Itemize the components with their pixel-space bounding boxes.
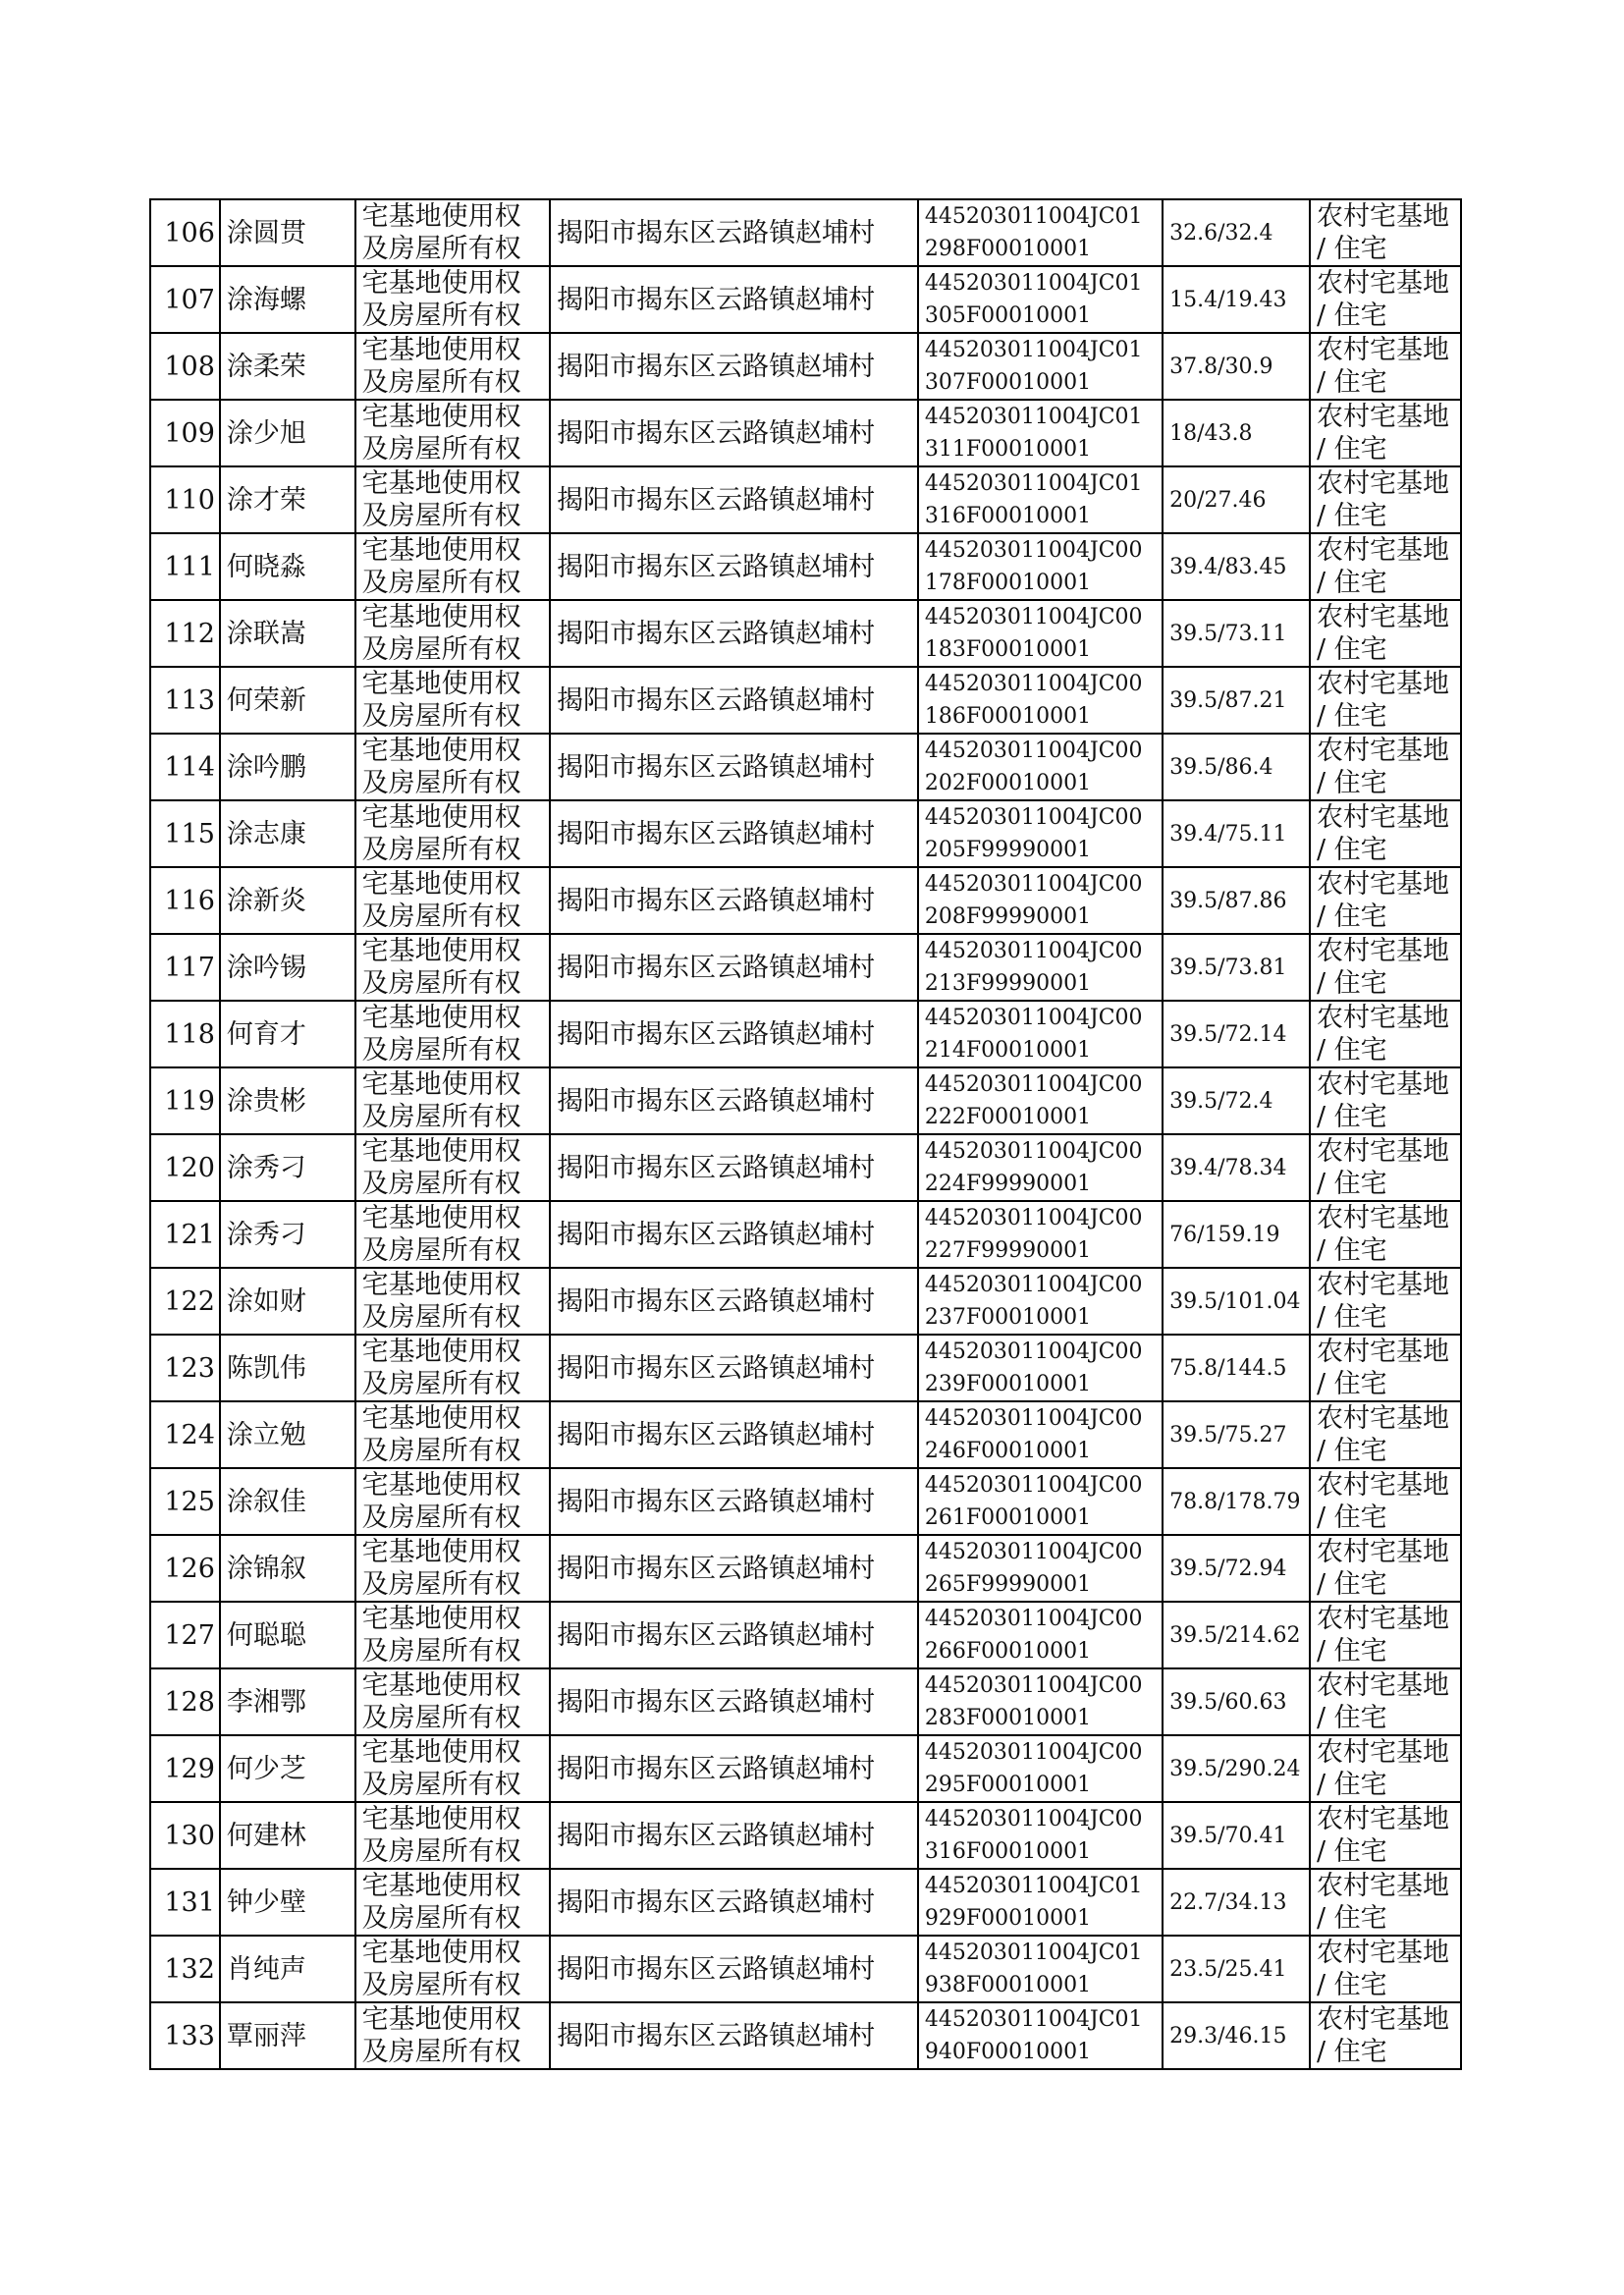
unit-code: 445203011004JC01316F00010001 xyxy=(918,466,1163,533)
table-row xyxy=(150,867,1461,934)
area: 75.8/144.5 xyxy=(1163,1335,1310,1401)
owner-name: 钟少壁 xyxy=(220,1869,355,1936)
table-row xyxy=(150,266,1461,333)
unit-code: 445203011004JC00205F99990001 xyxy=(918,800,1163,867)
area: 39.5/70.41 xyxy=(1163,1802,1310,1869)
land-use: 农村宅基地 / 住宅 xyxy=(1310,266,1461,333)
right-type: 宅基地使用权及房屋所有权 xyxy=(355,533,551,600)
area: 39.5/60.63 xyxy=(1163,1668,1310,1735)
unit-code: 445203011004JC00295F00010001 xyxy=(918,1735,1163,1802)
row-number: 118 xyxy=(150,1001,220,1067)
area: 15.4/19.43 xyxy=(1163,266,1310,333)
row-number: 117 xyxy=(150,934,220,1001)
location: 揭阳市揭东区云路镇赵埔村 xyxy=(550,400,918,466)
area: 39.5/72.4 xyxy=(1163,1067,1310,1134)
right-type: 宅基地使用权及房屋所有权 xyxy=(355,1067,551,1134)
area: 39.5/73.81 xyxy=(1163,934,1310,1001)
right-type: 宅基地使用权及房屋所有权 xyxy=(355,400,551,466)
area: 39.5/87.86 xyxy=(1163,867,1310,934)
location: 揭阳市揭东区云路镇赵埔村 xyxy=(550,266,918,333)
location: 揭阳市揭东区云路镇赵埔村 xyxy=(550,1936,918,2002)
land-use: 农村宅基地 / 住宅 xyxy=(1310,867,1461,934)
location: 揭阳市揭东区云路镇赵埔村 xyxy=(550,1735,918,1802)
area: 29.3/46.15 xyxy=(1163,2002,1310,2069)
row-number: 129 xyxy=(150,1735,220,1802)
table-row xyxy=(150,734,1461,800)
right-type: 宅基地使用权及房屋所有权 xyxy=(355,1468,551,1535)
area: 39.4/75.11 xyxy=(1163,800,1310,867)
owner-name: 涂秀刁 xyxy=(220,1134,355,1201)
right-type: 宅基地使用权及房屋所有权 xyxy=(355,1802,551,1869)
land-use: 农村宅基地 / 住宅 xyxy=(1310,1067,1461,1134)
location: 揭阳市揭东区云路镇赵埔村 xyxy=(550,1268,918,1335)
row-number: 108 xyxy=(150,333,220,400)
right-type: 宅基地使用权及房屋所有权 xyxy=(355,1268,551,1335)
unit-code: 445203011004JC01311F00010001 xyxy=(918,400,1163,466)
location: 揭阳市揭东区云路镇赵埔村 xyxy=(550,1802,918,1869)
land-use: 农村宅基地 / 住宅 xyxy=(1310,1535,1461,1602)
right-type: 宅基地使用权及房屋所有权 xyxy=(355,199,551,266)
row-number: 106 xyxy=(150,199,220,266)
row-number: 123 xyxy=(150,1335,220,1401)
table-row xyxy=(150,1201,1461,1268)
location: 揭阳市揭东区云路镇赵埔村 xyxy=(550,667,918,734)
registry-table-body xyxy=(150,199,1461,2069)
land-use: 农村宅基地 / 住宅 xyxy=(1310,333,1461,400)
owner-name: 何荣新 xyxy=(220,667,355,734)
area: 20/27.46 xyxy=(1163,466,1310,533)
location: 揭阳市揭东区云路镇赵埔村 xyxy=(550,333,918,400)
right-type: 宅基地使用权及房屋所有权 xyxy=(355,1602,551,1668)
location: 揭阳市揭东区云路镇赵埔村 xyxy=(550,1668,918,1735)
unit-code: 445203011004JC00213F99990001 xyxy=(918,934,1163,1001)
owner-name: 涂新炎 xyxy=(220,867,355,934)
owner-name: 涂少旭 xyxy=(220,400,355,466)
unit-code: 445203011004JC00265F99990001 xyxy=(918,1535,1163,1602)
right-type: 宅基地使用权及房屋所有权 xyxy=(355,1201,551,1268)
row-number: 122 xyxy=(150,1268,220,1335)
unit-code: 445203011004JC00224F99990001 xyxy=(918,1134,1163,1201)
table-row xyxy=(150,1735,1461,1802)
unit-code: 445203011004JC00261F00010001 xyxy=(918,1468,1163,1535)
location: 揭阳市揭东区云路镇赵埔村 xyxy=(550,1335,918,1401)
area: 22.7/34.13 xyxy=(1163,1869,1310,1936)
right-type: 宅基地使用权及房屋所有权 xyxy=(355,934,551,1001)
table-row xyxy=(150,1802,1461,1869)
row-number: 119 xyxy=(150,1067,220,1134)
row-number: 116 xyxy=(150,867,220,934)
owner-name: 肖纯声 xyxy=(220,1936,355,2002)
location: 揭阳市揭东区云路镇赵埔村 xyxy=(550,867,918,934)
land-use: 农村宅基地 / 住宅 xyxy=(1310,199,1461,266)
row-number: 107 xyxy=(150,266,220,333)
unit-code: 445203011004JC00214F00010001 xyxy=(918,1001,1163,1067)
right-type: 宅基地使用权及房屋所有权 xyxy=(355,867,551,934)
table-row xyxy=(150,1668,1461,1735)
table-row xyxy=(150,800,1461,867)
owner-name: 涂叙佳 xyxy=(220,1468,355,1535)
owner-name: 涂圆贯 xyxy=(220,199,355,266)
area: 39.5/72.94 xyxy=(1163,1535,1310,1602)
location: 揭阳市揭东区云路镇赵埔村 xyxy=(550,1001,918,1067)
table-row xyxy=(150,667,1461,734)
land-use: 农村宅基地 / 住宅 xyxy=(1310,1335,1461,1401)
table-row xyxy=(150,400,1461,466)
land-use: 农村宅基地 / 住宅 xyxy=(1310,1201,1461,1268)
unit-code: 445203011004JC00239F00010001 xyxy=(918,1335,1163,1401)
area: 39.5/214.62 xyxy=(1163,1602,1310,1668)
table-row xyxy=(150,600,1461,667)
right-type: 宅基地使用权及房屋所有权 xyxy=(355,266,551,333)
area: 39.5/87.21 xyxy=(1163,667,1310,734)
table-row xyxy=(150,2002,1461,2069)
row-number: 114 xyxy=(150,734,220,800)
row-number: 124 xyxy=(150,1401,220,1468)
row-number: 125 xyxy=(150,1468,220,1535)
row-number: 112 xyxy=(150,600,220,667)
table-row xyxy=(150,1001,1461,1067)
owner-name: 何聪聪 xyxy=(220,1602,355,1668)
land-use: 农村宅基地 / 住宅 xyxy=(1310,600,1461,667)
table-row xyxy=(150,533,1461,600)
row-number: 127 xyxy=(150,1602,220,1668)
owner-name: 涂如财 xyxy=(220,1268,355,1335)
area: 78.8/178.79 xyxy=(1163,1468,1310,1535)
right-type: 宅基地使用权及房屋所有权 xyxy=(355,1735,551,1802)
location: 揭阳市揭东区云路镇赵埔村 xyxy=(550,800,918,867)
owner-name: 陈凯伟 xyxy=(220,1335,355,1401)
row-number: 131 xyxy=(150,1869,220,1936)
owner-name: 何晓淼 xyxy=(220,533,355,600)
location: 揭阳市揭东区云路镇赵埔村 xyxy=(550,1869,918,1936)
unit-code: 445203011004JC00283F00010001 xyxy=(918,1668,1163,1735)
area: 37.8/30.9 xyxy=(1163,333,1310,400)
owner-name: 何少芝 xyxy=(220,1735,355,1802)
owner-name: 涂锦叙 xyxy=(220,1535,355,1602)
land-use: 农村宅基地 / 住宅 xyxy=(1310,1602,1461,1668)
land-use: 农村宅基地 / 住宅 xyxy=(1310,1936,1461,2002)
owner-name: 涂柔荣 xyxy=(220,333,355,400)
row-number: 132 xyxy=(150,1936,220,2002)
unit-code: 445203011004JC00237F00010001 xyxy=(918,1268,1163,1335)
row-number: 110 xyxy=(150,466,220,533)
land-use: 农村宅基地 / 住宅 xyxy=(1310,400,1461,466)
location: 揭阳市揭东区云路镇赵埔村 xyxy=(550,1535,918,1602)
table-row xyxy=(150,1268,1461,1335)
right-type: 宅基地使用权及房屋所有权 xyxy=(355,1001,551,1067)
area: 39.5/101.04 xyxy=(1163,1268,1310,1335)
table-row xyxy=(150,1936,1461,2002)
owner-name: 涂吟锡 xyxy=(220,934,355,1001)
land-use: 农村宅基地 / 住宅 xyxy=(1310,1668,1461,1735)
owner-name: 涂才荣 xyxy=(220,466,355,533)
land-use: 农村宅基地 / 住宅 xyxy=(1310,1869,1461,1936)
land-use: 农村宅基地 / 住宅 xyxy=(1310,734,1461,800)
right-type: 宅基地使用权及房屋所有权 xyxy=(355,600,551,667)
land-use: 农村宅基地 / 住宅 xyxy=(1310,2002,1461,2069)
area: 39.5/86.4 xyxy=(1163,734,1310,800)
location: 揭阳市揭东区云路镇赵埔村 xyxy=(550,466,918,533)
unit-code: 445203011004JC00227F99990001 xyxy=(918,1201,1163,1268)
unit-code: 445203011004JC00178F00010001 xyxy=(918,533,1163,600)
right-type: 宅基地使用权及房屋所有权 xyxy=(355,1335,551,1401)
table-row xyxy=(150,1335,1461,1401)
row-number: 115 xyxy=(150,800,220,867)
right-type: 宅基地使用权及房屋所有权 xyxy=(355,1535,551,1602)
owner-name: 李湘鄂 xyxy=(220,1668,355,1735)
unit-code: 445203011004JC01305F00010001 xyxy=(918,266,1163,333)
area: 39.5/72.14 xyxy=(1163,1001,1310,1067)
row-number: 109 xyxy=(150,400,220,466)
unit-code: 445203011004JC00186F00010001 xyxy=(918,667,1163,734)
unit-code: 445203011004JC00208F99990001 xyxy=(918,867,1163,934)
owner-name: 涂贵彬 xyxy=(220,1067,355,1134)
row-number: 133 xyxy=(150,2002,220,2069)
right-type: 宅基地使用权及房屋所有权 xyxy=(355,1936,551,2002)
land-use: 农村宅基地 / 住宅 xyxy=(1310,1268,1461,1335)
area: 39.5/75.27 xyxy=(1163,1401,1310,1468)
row-number: 121 xyxy=(150,1201,220,1268)
location: 揭阳市揭东区云路镇赵埔村 xyxy=(550,1468,918,1535)
table-row xyxy=(150,1468,1461,1535)
unit-code: 445203011004JC01929F00010001 xyxy=(918,1869,1163,1936)
owner-name: 涂吟鹏 xyxy=(220,734,355,800)
table-row xyxy=(150,934,1461,1001)
area: 18/43.8 xyxy=(1163,400,1310,466)
table-row xyxy=(150,333,1461,400)
right-type: 宅基地使用权及房屋所有权 xyxy=(355,800,551,867)
land-use: 农村宅基地 / 住宅 xyxy=(1310,466,1461,533)
owner-name: 涂志康 xyxy=(220,800,355,867)
table-row xyxy=(150,466,1461,533)
right-type: 宅基地使用权及房屋所有权 xyxy=(355,734,551,800)
row-number: 128 xyxy=(150,1668,220,1735)
land-use: 农村宅基地 / 住宅 xyxy=(1310,533,1461,600)
area: 32.6/32.4 xyxy=(1163,199,1310,266)
table-row xyxy=(150,1869,1461,1936)
owner-name: 涂秀刁 xyxy=(220,1201,355,1268)
owner-name: 覃丽萍 xyxy=(220,2002,355,2069)
unit-code: 445203011004JC00316F00010001 xyxy=(918,1802,1163,1869)
table-row xyxy=(150,1602,1461,1668)
unit-code: 445203011004JC01307F00010001 xyxy=(918,333,1163,400)
area: 39.4/83.45 xyxy=(1163,533,1310,600)
area: 23.5/25.41 xyxy=(1163,1936,1310,2002)
land-use: 农村宅基地 / 住宅 xyxy=(1310,1001,1461,1067)
owner-name: 何建林 xyxy=(220,1802,355,1869)
right-type: 宅基地使用权及房屋所有权 xyxy=(355,1401,551,1468)
location: 揭阳市揭东区云路镇赵埔村 xyxy=(550,934,918,1001)
right-type: 宅基地使用权及房屋所有权 xyxy=(355,1869,551,1936)
unit-code: 445203011004JC00183F00010001 xyxy=(918,600,1163,667)
right-type: 宅基地使用权及房屋所有权 xyxy=(355,1134,551,1201)
row-number: 113 xyxy=(150,667,220,734)
location: 揭阳市揭东区云路镇赵埔村 xyxy=(550,2002,918,2069)
location: 揭阳市揭东区云路镇赵埔村 xyxy=(550,1401,918,1468)
row-number: 120 xyxy=(150,1134,220,1201)
registry-table xyxy=(149,198,1462,2070)
table-row xyxy=(150,199,1461,266)
row-number: 130 xyxy=(150,1802,220,1869)
unit-code: 445203011004JC00222F00010001 xyxy=(918,1067,1163,1134)
right-type: 宅基地使用权及房屋所有权 xyxy=(355,1668,551,1735)
unit-code: 445203011004JC01298F00010001 xyxy=(918,199,1163,266)
right-type: 宅基地使用权及房屋所有权 xyxy=(355,667,551,734)
land-use: 农村宅基地 / 住宅 xyxy=(1310,1735,1461,1802)
table-row xyxy=(150,1067,1461,1134)
table-row xyxy=(150,1134,1461,1201)
right-type: 宅基地使用权及房屋所有权 xyxy=(355,333,551,400)
unit-code: 445203011004JC00246F00010001 xyxy=(918,1401,1163,1468)
location: 揭阳市揭东区云路镇赵埔村 xyxy=(550,734,918,800)
area: 39.5/290.24 xyxy=(1163,1735,1310,1802)
land-use: 农村宅基地 / 住宅 xyxy=(1310,1468,1461,1535)
land-use: 农村宅基地 / 住宅 xyxy=(1310,1134,1461,1201)
unit-code: 445203011004JC00266F00010001 xyxy=(918,1602,1163,1668)
location: 揭阳市揭东区云路镇赵埔村 xyxy=(550,1201,918,1268)
owner-name: 何育才 xyxy=(220,1001,355,1067)
owner-name: 涂海螺 xyxy=(220,266,355,333)
area: 39.4/78.34 xyxy=(1163,1134,1310,1201)
unit-code: 445203011004JC01938F00010001 xyxy=(918,1936,1163,2002)
owner-name: 涂立勉 xyxy=(220,1401,355,1468)
right-type: 宅基地使用权及房屋所有权 xyxy=(355,2002,551,2069)
location: 揭阳市揭东区云路镇赵埔村 xyxy=(550,1602,918,1668)
location: 揭阳市揭东区云路镇赵埔村 xyxy=(550,199,918,266)
area: 76/159.19 xyxy=(1163,1201,1310,1268)
location: 揭阳市揭东区云路镇赵埔村 xyxy=(550,533,918,600)
row-number: 126 xyxy=(150,1535,220,1602)
land-use: 农村宅基地 / 住宅 xyxy=(1310,934,1461,1001)
location: 揭阳市揭东区云路镇赵埔村 xyxy=(550,1134,918,1201)
location: 揭阳市揭东区云路镇赵埔村 xyxy=(550,600,918,667)
table-row xyxy=(150,1535,1461,1602)
land-use: 农村宅基地 / 住宅 xyxy=(1310,1802,1461,1869)
land-use: 农村宅基地 / 住宅 xyxy=(1310,800,1461,867)
location: 揭阳市揭东区云路镇赵埔村 xyxy=(550,1067,918,1134)
row-number: 111 xyxy=(150,533,220,600)
table-row xyxy=(150,1401,1461,1468)
unit-code: 445203011004JC00202F00010001 xyxy=(918,734,1163,800)
land-use: 农村宅基地 / 住宅 xyxy=(1310,667,1461,734)
owner-name: 涂联嵩 xyxy=(220,600,355,667)
unit-code: 445203011004JC01940F00010001 xyxy=(918,2002,1163,2069)
area: 39.5/73.11 xyxy=(1163,600,1310,667)
right-type: 宅基地使用权及房屋所有权 xyxy=(355,466,551,533)
land-use: 农村宅基地 / 住宅 xyxy=(1310,1401,1461,1468)
